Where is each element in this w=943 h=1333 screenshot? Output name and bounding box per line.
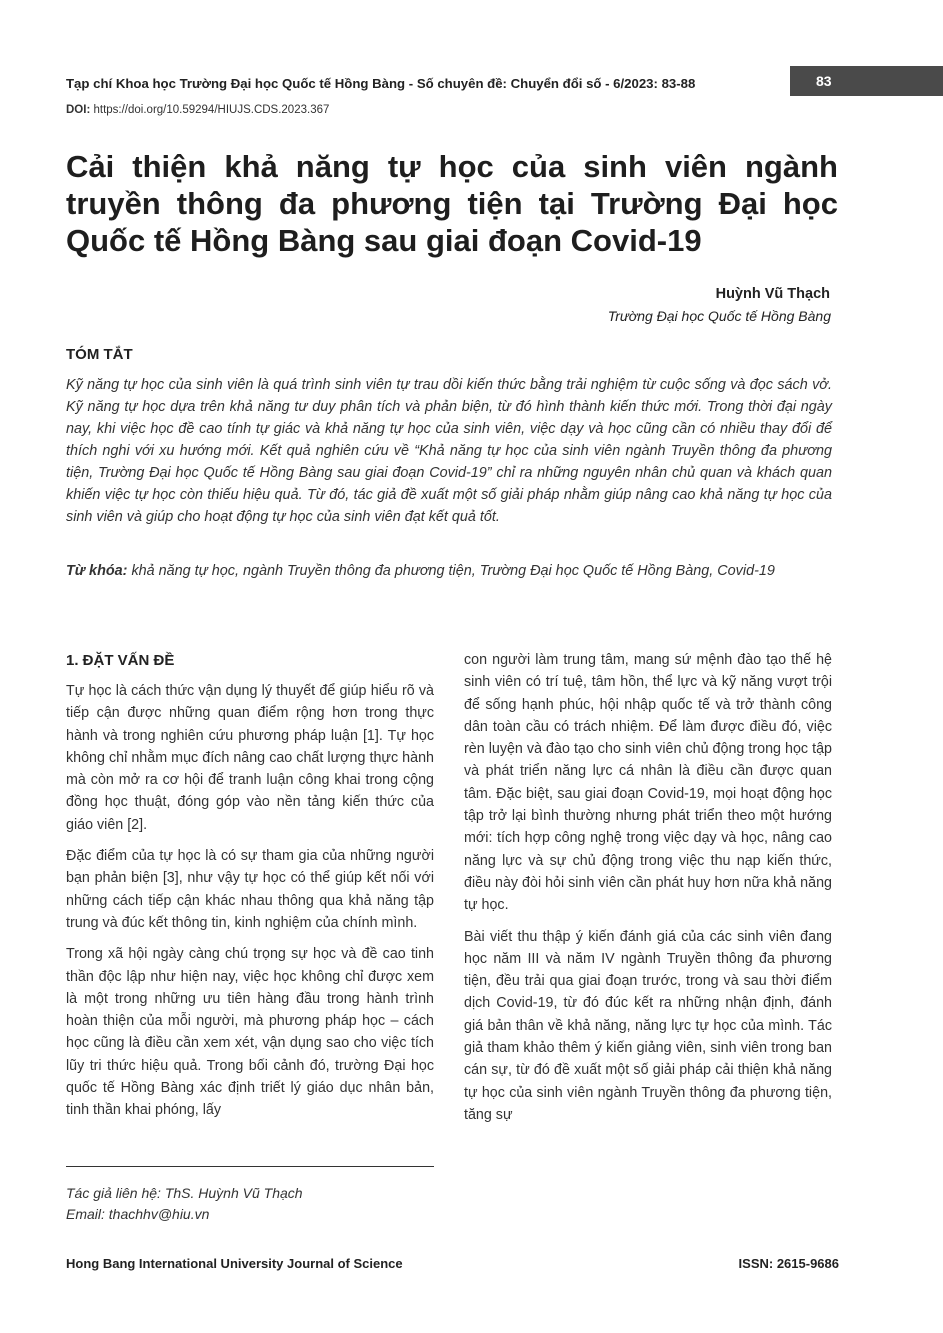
- doi-label: DOI:: [66, 104, 91, 116]
- body-column-right: [464, 649, 832, 1135]
- body-paragraph: Trong xã hội ngày càng chú trọng sự học và đề cao tinh thần độc lập như hiện nay, việc học không chỉ được xem là một trong những ưu tiên hàng đầu trong hành trình hoàn thiện của mỗi người, mà phương pháp học – cách học cũng là điều cần xem xét, vận dụng sao cho việc tích lũy tri thức hiệu quả. Trong bối cảnh đó, trường Đại học quốc tế Hồng Bàng xác định triết lý giáo dục nhân bản, tinh thần khai phóng, lấy: [66, 946, 434, 1119]
- author-affiliation: Trường Đại học Quốc tế Hồng Bàng: [607, 308, 831, 324]
- footnote-divider: [66, 1166, 434, 1167]
- doi-line: [66, 104, 329, 116]
- footnote: [66, 1183, 303, 1225]
- body-column-left: [66, 650, 434, 1131]
- page-number-badge: [790, 66, 943, 96]
- keywords-label: Từ khóa:: [66, 563, 128, 579]
- journal-header: Tạp chí Khoa học Trường Đại học Quốc tế Hồng Bàng - Số chuyên đề: Chuyển đổi số - 6/2023: 83-88: [66, 76, 696, 91]
- author-name: Huỳnh Vũ Thạch: [715, 286, 830, 302]
- keywords: [66, 560, 832, 582]
- keywords-text: khả năng tự học, ngành Truyền thông đa phương tiện, Trường Đại học Quốc tế Hồng Bàng, Covid-19: [131, 563, 775, 579]
- abstract-text: Kỹ năng tự học của sinh viên là quá trình sinh viên tự trau dồi kiến thức bằng trải nghiệm từ cuộc sống và đọc sách vở. Kỹ năng tự học dựa trên khả năng tư duy phân tích và phản biện, từ đó hình thành kiến thức mới. Trong thời đại ngày nay, khi việc học đề cao tính tự giác và khả năng tự học của sinh viên, việc dạy và học cũng cần có nhiều thay đổi để thích nghi với xu hướng mới. Kết quả nghiên cứu về “Khả năng tự học của sinh viên ngành Truyền thông đa phương tiện, Trường Đại học Quốc tế Hồng Bàng sau giai đoạn Covid-19” chỉ ra những nguyên nhân chủ quan và khách quan khiến việc tự học còn thiếu hiệu quả. Từ đó, tác giả đề xuất một số giải pháp nhằm giúp nâng cao khả năng tự học của sinh viên và giúp cho hoạt động tự học của sinh viên đạt kết quả tốt.: [66, 377, 832, 525]
- footer-issn: ISSN: 2615-9686: [738, 1256, 839, 1271]
- abstract-heading: TÓM TẮT: [66, 346, 133, 363]
- footnote-contact: Tác giả liên hệ: ThS. Huỳnh Vũ Thạch: [66, 1185, 303, 1201]
- body-paragraph: Tự học là cách thức vận dụng lý thuyết để giúp hiểu rõ và tiếp cận được những quan điểm rộng hơn trong thực hành và trong nghiên cứu phương pháp luận [1]. Tự học không chỉ nhằm mục đích nâng cao chất lượng thực hành mà còn mở ra cơ hội để tranh luận công khai trong cộng đồng học thuật, đóng góp vào nền tảng kiến thức của giáo viên [2].: [66, 683, 434, 833]
- body-paragraph: Bài viết thu thập ý kiến đánh giá của các sinh viên đang học năm III và năm IV ngành Truyền thông đa phương tiện, đều trải qua giai đoạn trước, trong và sau thời điểm dịch Covid-19, từ đó đúc kết ra những nhận định, đánh giá bản thân về khả năng, năng lực tự học của mình. Tác giả tham khảo thêm ý kiến giảng viên, sinh viên trong ban cán sự, từ đó đề xuất một số giải pháp cải thiện khả năng tự học của sinh viên ngành Truyền thông đa phương tiện, tăng sự: [464, 928, 832, 1123]
- body-paragraph: Đặc điểm của tự học là có sự tham gia của những người bạn phản biện [3], như vậy tự học có thể giúp kết nối với những cách tiếp cận khác nhau thông qua khả năng tập trung và đúc kết thông tin, kinh nghiệm của chính mình.: [66, 848, 434, 931]
- footer-journal-name: Hong Bang International University Journal of Science: [66, 1256, 403, 1271]
- section-heading: 1. ĐẶT VẤN ĐỀ: [66, 652, 175, 669]
- footnote-email: Email: thachhv@hiu.vn: [66, 1206, 210, 1222]
- doi-link[interactable]: https://doi.org/10.59294/HIUJS.CDS.2023.367: [93, 104, 330, 116]
- page-number: 83: [816, 73, 832, 89]
- paper-title: Cải thiện khả năng tự học của sinh viên ngành truyền thông đa phương tiện tại Trường Đại học Quốc tế Hồng Bàng sau giai đoạn Covid-19: [66, 149, 838, 258]
- body-paragraph: con người làm trung tâm, mang sứ mệnh đào tạo thế hệ sinh viên có trí tuệ, tâm hồn, thể lực và kỹ năng vượt trội để sống hạnh phúc, hội nhập quốc tế và trở thành công dân toàn cầu có trách nhiệm. Để làm được điều đó, việc rèn luyện và đào tạo cho sinh viên chủ động trong học tập và phát triển năng lực cá nhân là điều cần được quan tâm. Đặc biệt, sau giai đoạn Covid-19, mọi hoạt động học tập trở lại bình thường nhưng phát triển theo một hướng mới: tích hợp công nghệ trong việc dạy và học, nâng cao năng lực và sự chủ động trong việc thu nạp kiến thức, điều này đòi hỏi sinh viên cần phát huy hơn nữa khả năng tự học.: [464, 652, 832, 914]
